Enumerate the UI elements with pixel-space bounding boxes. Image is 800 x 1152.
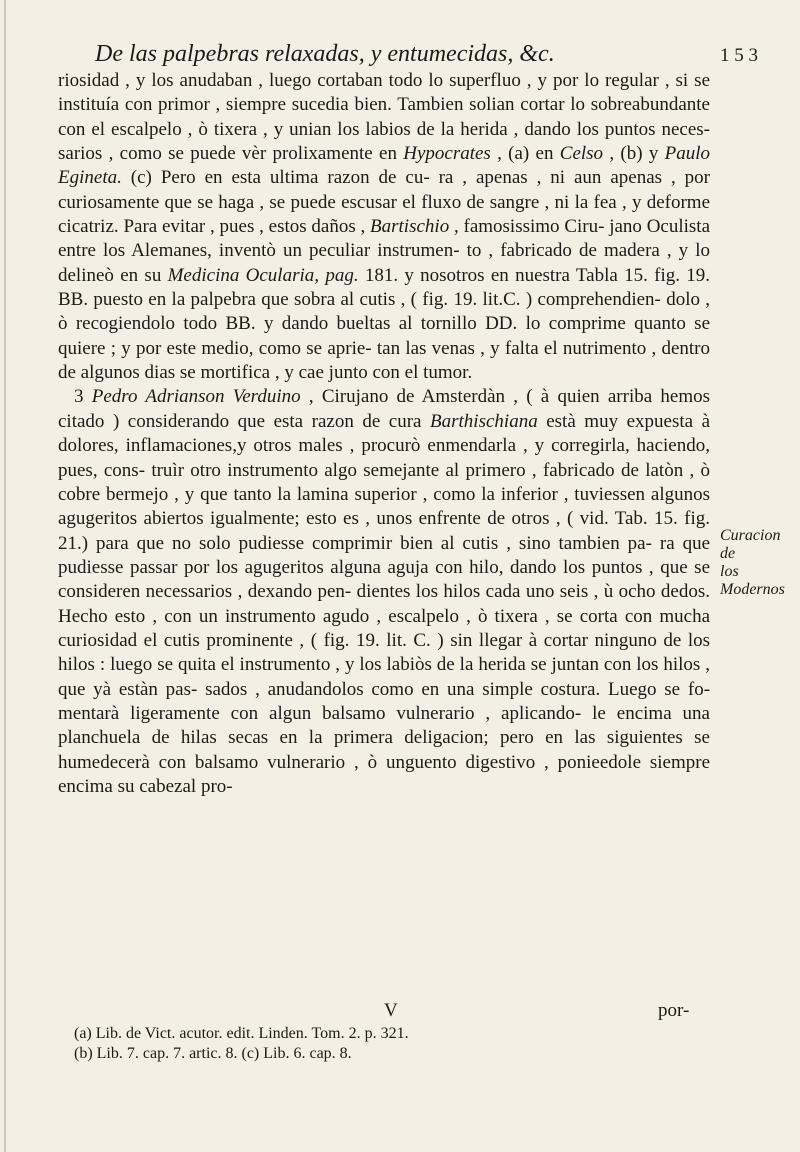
method-name: Barthischiana <box>430 410 538 432</box>
text-line: jano Oculista entre los Alemanes, inventò un peculiar instrumen- <box>58 216 711 262</box>
text-line: , (b) y <box>603 143 665 165</box>
paragraph-2 <box>58 385 710 799</box>
text-line: le encima una planchuela de hilas secas en la primera deligacion; <box>58 702 710 749</box>
author-name: Celso <box>559 143 604 165</box>
text-line: truìr otro instrumento algo semejante al primero , fabricado de <box>151 459 639 481</box>
paragraph-1 <box>58 69 710 385</box>
text-line: Para evitar , pues , estos daños , <box>123 216 371 238</box>
text-line: males , procurò enmendarla , y corregirla, haciendo, pues, cons- <box>58 435 710 481</box>
text-line: sarios , como se puede vèr prolixamente en <box>58 143 404 165</box>
marginal-note-line: Curacion de <box>720 527 781 562</box>
text-line: por lo regular , si se instituía con primor , siempre sucedia bien. <box>58 70 711 116</box>
paragraph-number: 3 <box>74 386 92 408</box>
signature-mark: V <box>384 1000 398 1021</box>
page-number: 1 5 3 <box>720 45 758 66</box>
text-line: dando los puntos , que se consideren necessarios , dexando pen- <box>58 556 711 603</box>
text-line: puede escusar el fluxo de sangre , ni la fea , y deforme cicatriz. <box>58 191 710 238</box>
text-line: mortifica , y cae junto con el tumor. <box>200 362 473 384</box>
running-title: De las palpebras relaxadas, y entumecidas, &c. <box>95 41 555 67</box>
author-name: Paulo Egineta. <box>58 143 710 189</box>
text-line: dientes los hilos cada uno seis , ù ocho dedos. Hecho esto , con <box>58 581 711 627</box>
text-line: un instrumento agudo , escalpelo , ò tixera , se corta con mucha <box>198 605 711 627</box>
text-line: la palpebra que sobra al cutis , ( fig. 19. lit.C. ) comprehendien- <box>171 289 661 311</box>
text-line: unguento digestivo , ponieedole siempre encima su cabezal pro- <box>58 751 710 797</box>
body-text <box>58 69 710 799</box>
book-title: Medicina Ocularia, <box>167 264 320 286</box>
footnote-b-c: (b) Lib. 7. cap. 7. artic. 8. (c) Lib. 6. cap. 8. <box>74 1045 352 1062</box>
text-line: que no solo pudiesse comprimir bien al cutis , sino tambien pa- <box>136 532 652 554</box>
text-line: tixera , y unian los labios de la herida , dando los puntos neces- <box>213 118 711 140</box>
text-line: ra que pudiesse passar por los agugeritos alguna aguja con hilo, <box>58 532 711 578</box>
marginal-note-line: los Modernos <box>720 563 785 598</box>
text-line: està muy expuesta à dolores, inflamaciones,y otros <box>58 410 711 457</box>
text-line: ra , apenas , ni aun apenas , por curiosamente que se haga , se <box>58 167 711 213</box>
page-abbrev: pag. <box>325 264 359 286</box>
author-name: Hypocrates <box>403 143 491 165</box>
text-line: los labiòs de la herida se juntan con los hilos , que yà estàn pas- <box>58 654 711 700</box>
footnote-a: (a) Lib. de Vict. acutor. edit. Linden. Tom. 2. p. 321. <box>74 1025 409 1042</box>
page-edge <box>4 0 6 1152</box>
text-line: latòn , ò cobre bermejo , y que tanto la lamina superior , como <box>58 459 711 505</box>
text-line: curiosidad el cutis prominente , ( fig. 19. lit. C. ) sin llegar à <box>58 629 538 651</box>
marginal-note <box>720 527 798 599</box>
text-line: tan las venas , y falta el nutrimento , dentro de algunos dias se <box>58 337 710 384</box>
text-line: pero en las siguientes se humedecerà con balsamo vulnerario , ò <box>58 727 710 773</box>
catchword: por- <box>658 1000 690 1021</box>
author-name: Pedro Adrianson Verduino <box>91 386 301 408</box>
text-line: (c) Pero en esta ultima razon de cu- <box>121 167 430 189</box>
text-line: , (a) en <box>490 143 554 165</box>
text-line: mentarà ligeramente con algun balsamo vulnerario , aplicando- <box>58 702 582 724</box>
text-line: riosidad , y los anudaban , luego cortaban todo lo superfluo , y <box>58 70 548 91</box>
text-line: la inferior , tuviessen algunos agugeritos abiertos igualmente; <box>58 483 710 530</box>
author-name: Bartischio <box>370 216 450 238</box>
text-line: esto es , unos enfrente de otros , ( vid. Tab. 15. fig. 21.) para <box>58 508 711 554</box>
text-line: to , fabricado de madera , y lo delineò en su <box>58 240 710 286</box>
text-line: dolo , ò recogiendolo todo BB. y dando bueltas al tornillo DD. <box>58 289 711 335</box>
footnotes <box>74 1024 714 1064</box>
text-line: cortar ninguno de los hilos : luego se quita el instrumento , y <box>58 629 711 676</box>
text-line: , famosissimo Ciru- <box>449 216 605 238</box>
text-line: Tambien solian cortar lo sobreabundante con el escalpelo , ò <box>58 94 710 140</box>
text-line: sados , anudandolos como en una simple costura. Luego se fo- <box>205 678 711 700</box>
text-line: , Cirujano de Amsterdàn , ( à <box>300 386 550 408</box>
text-line: lo comprime quanto se quiere ; y por este medio, como se aprie- <box>58 313 711 359</box>
text-line: 181. y nosotros en nuestra Tabla 15. fig. 19. BB. puesto en <box>58 264 711 311</box>
text-line: quien arriba hemos citado ) considerando que esta razon de cura <box>58 386 710 432</box>
